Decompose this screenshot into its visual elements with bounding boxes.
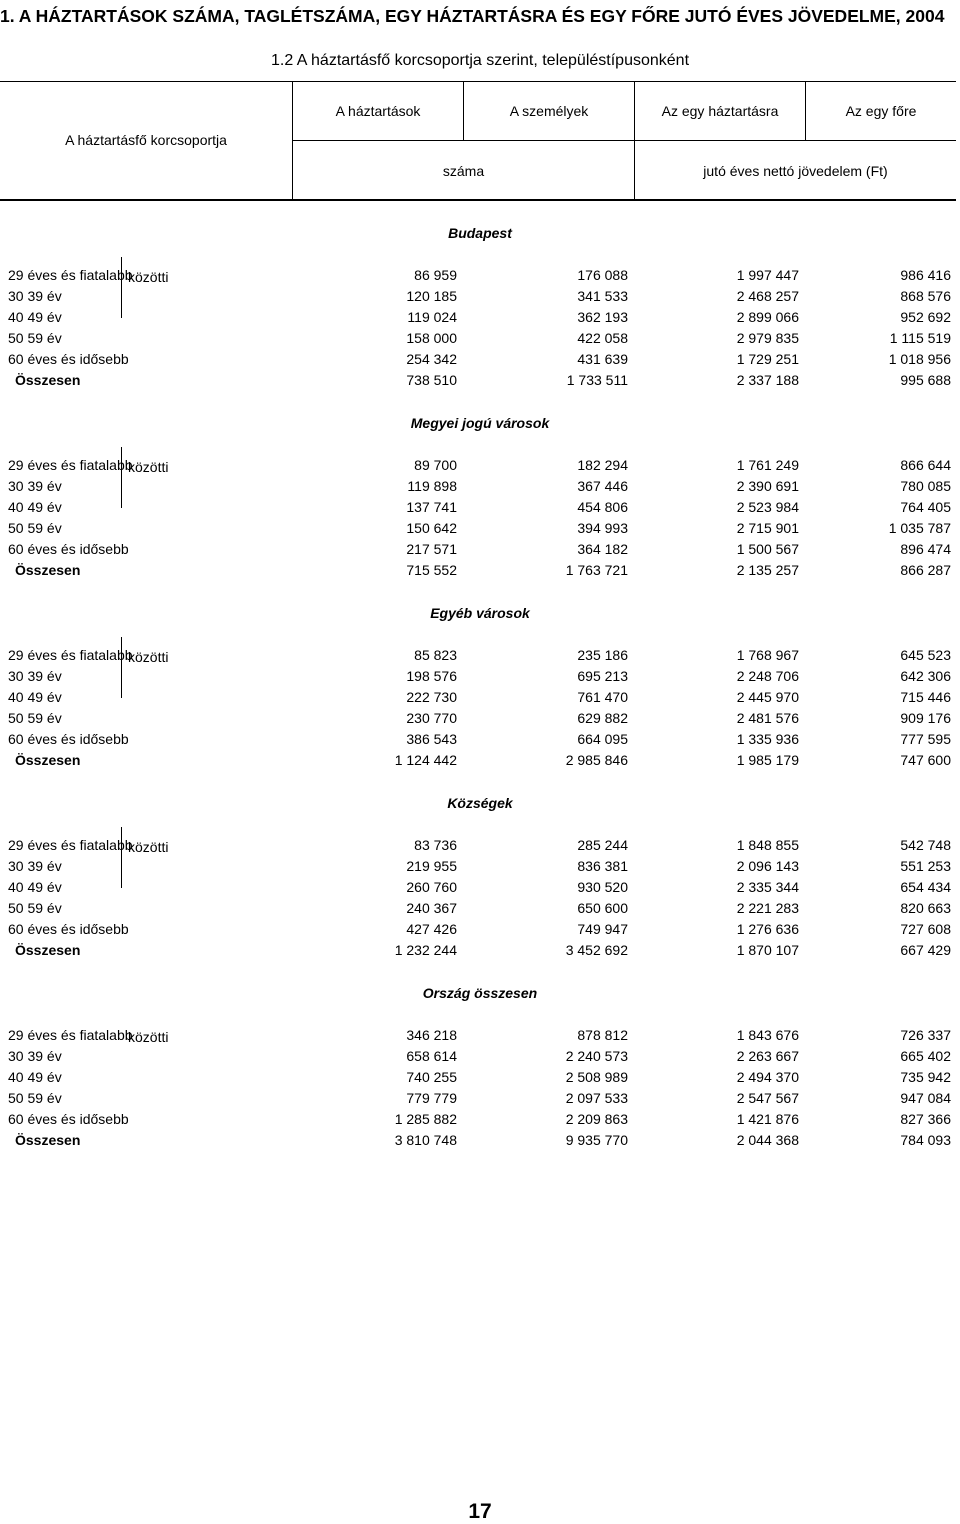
row-label: 29 éves és fiatalabb <box>8 1027 133 1043</box>
cell-income-per-household: 2 468 257 <box>736 288 799 304</box>
between-label: közötti <box>128 269 169 285</box>
cell-households: 3 810 748 <box>394 1132 457 1148</box>
cell-persons: 454 806 <box>577 499 628 515</box>
row-label: 50 59 év <box>8 330 62 346</box>
table-row <box>0 1109 960 1130</box>
table-row <box>0 1067 960 1088</box>
cell-income-per-household: 2 715 901 <box>736 520 799 536</box>
cell-households: 86 959 <box>414 267 457 283</box>
cell-income-per-capita: 952 692 <box>900 309 951 325</box>
section-title: Budapest <box>448 225 512 241</box>
row-label: 30 39 év <box>8 1048 62 1064</box>
cell-income-per-household: 2 523 984 <box>736 499 799 515</box>
cell-income-per-capita: 715 446 <box>900 689 951 705</box>
cell-households: 738 510 <box>406 372 457 388</box>
row-label: 50 59 év <box>8 900 62 916</box>
cell-persons: 836 381 <box>577 858 628 874</box>
row-label: Összesen <box>15 752 81 768</box>
cell-persons: 749 947 <box>577 921 628 937</box>
row-label: 60 éves és idősebb <box>8 351 129 367</box>
row-label: 40 49 év <box>8 689 62 705</box>
cell-income-per-capita: 896 474 <box>900 541 951 557</box>
cell-income-per-household: 1 335 936 <box>736 731 799 747</box>
cell-households: 346 218 <box>406 1027 457 1043</box>
section-title: Megyei jogú városok <box>410 415 550 431</box>
cell-persons: 664 095 <box>577 731 628 747</box>
cell-persons: 341 533 <box>577 288 628 304</box>
total-row <box>0 560 960 581</box>
row-label: 60 éves és idősebb <box>8 731 129 747</box>
row-label: 30 39 év <box>8 288 62 304</box>
cell-persons: 2 209 863 <box>565 1111 628 1127</box>
cell-persons: 3 452 692 <box>565 942 628 958</box>
cell-income-per-household: 2 445 970 <box>736 689 799 705</box>
header-top-rule <box>0 81 956 82</box>
cell-income-per-capita: 665 402 <box>900 1048 951 1064</box>
cell-income-per-household: 1 985 179 <box>736 752 799 768</box>
header-divider-3 <box>634 81 635 200</box>
cell-persons: 2 240 573 <box>565 1048 628 1064</box>
cell-households: 386 543 <box>406 731 457 747</box>
cell-income-per-capita: 784 093 <box>900 1132 951 1148</box>
cell-income-per-household: 2 221 283 <box>736 900 799 916</box>
cell-income-per-household: 2 096 143 <box>736 858 799 874</box>
header-group-income: jutó éves nettó jövedelem (Ft) <box>703 163 888 179</box>
cell-income-per-capita: 642 306 <box>900 668 951 684</box>
table-row <box>0 349 960 370</box>
cell-income-per-capita: 645 523 <box>900 647 951 663</box>
table-row <box>0 286 960 307</box>
table-row <box>0 518 960 539</box>
cell-income-per-capita: 727 608 <box>900 921 951 937</box>
cell-households: 1 124 442 <box>394 752 457 768</box>
row-label: Összesen <box>15 372 81 388</box>
cell-persons: 235 186 <box>577 647 628 663</box>
cell-income-per-household: 2 335 344 <box>736 879 799 895</box>
row-label: 30 39 év <box>8 858 62 874</box>
cell-income-per-household: 2 044 368 <box>736 1132 799 1148</box>
section-title: Községek <box>447 795 513 811</box>
between-label: közötti <box>128 1029 169 1045</box>
cell-income-per-household: 1 729 251 <box>736 351 799 367</box>
cell-persons: 431 639 <box>577 351 628 367</box>
cell-income-per-capita: 542 748 <box>900 837 951 853</box>
cell-income-per-household: 2 135 257 <box>736 562 799 578</box>
table-row <box>0 729 960 750</box>
cell-persons: 394 993 <box>577 520 628 536</box>
table-row <box>0 328 960 349</box>
table-row <box>0 708 960 729</box>
cell-income-per-household: 2 248 706 <box>736 668 799 684</box>
cell-households: 89 700 <box>414 457 457 473</box>
cell-households: 779 779 <box>406 1090 457 1106</box>
cell-income-per-capita: 909 176 <box>900 710 951 726</box>
row-label: 60 éves és idősebb <box>8 1111 129 1127</box>
cell-households: 150 642 <box>406 520 457 536</box>
cell-households: 219 955 <box>406 858 457 874</box>
between-label: közötti <box>128 459 169 475</box>
table-row <box>0 1025 960 1046</box>
cell-households: 1 232 244 <box>394 942 457 958</box>
page-title: 1. A HÁZTARTÁSOK SZÁMA, TAGLÉTSZÁMA, EGY HÁZTARTÁSRA ÉS EGY FŐRE JUTÓ ÉVES JÖVEDELME, 2004 <box>0 6 945 26</box>
cell-persons: 2 097 533 <box>565 1090 628 1106</box>
cell-income-per-household: 2 979 835 <box>736 330 799 346</box>
cell-households: 217 571 <box>406 541 457 557</box>
cell-income-per-capita: 868 576 <box>900 288 951 304</box>
cell-income-per-household: 2 263 667 <box>736 1048 799 1064</box>
row-label: Összesen <box>15 1132 81 1148</box>
row-label: 30 39 év <box>8 478 62 494</box>
cell-persons: 9 935 770 <box>565 1132 628 1148</box>
table-row <box>0 497 960 518</box>
header-divider-1 <box>292 81 293 200</box>
section-title: Egyéb városok <box>430 605 530 621</box>
header-col-per-capita: Az egy főre <box>845 103 917 119</box>
cell-persons: 1 763 721 <box>565 562 628 578</box>
section-title: Ország összesen <box>422 985 538 1001</box>
cell-persons: 362 193 <box>577 309 628 325</box>
cell-persons: 930 520 <box>577 879 628 895</box>
cell-persons: 2 985 846 <box>565 752 628 768</box>
cell-income-per-household: 2 494 370 <box>736 1069 799 1085</box>
cell-income-per-household: 1 276 636 <box>736 921 799 937</box>
cell-income-per-capita: 551 253 <box>900 858 951 874</box>
cell-persons: 1 733 511 <box>566 372 628 388</box>
row-label: 40 49 év <box>8 1069 62 1085</box>
cell-income-per-capita: 667 429 <box>900 942 951 958</box>
cell-income-per-capita: 1 035 787 <box>888 520 951 536</box>
cell-income-per-household: 1 761 249 <box>736 457 799 473</box>
cell-persons: 422 058 <box>577 330 628 346</box>
cell-income-per-capita: 726 337 <box>900 1027 951 1043</box>
cell-income-per-capita: 947 084 <box>900 1090 951 1106</box>
cell-persons: 2 508 989 <box>565 1069 628 1085</box>
between-label: közötti <box>128 839 169 855</box>
total-row <box>0 370 960 391</box>
table-row <box>0 539 960 560</box>
cell-households: 740 255 <box>406 1069 457 1085</box>
cell-households: 715 552 <box>406 562 457 578</box>
cell-income-per-capita: 866 287 <box>900 562 951 578</box>
cell-households: 119 898 <box>407 478 457 494</box>
table-subtitle: 1.2 A háztartásfő korcsoportja szerint, településtípusonként <box>270 52 690 69</box>
cell-income-per-household: 2 337 188 <box>736 372 799 388</box>
row-label: 50 59 év <box>8 710 62 726</box>
cell-income-per-capita: 827 366 <box>900 1111 951 1127</box>
cell-income-per-household: 2 899 066 <box>736 309 799 325</box>
cell-income-per-capita: 735 942 <box>900 1069 951 1085</box>
row-label: Összesen <box>15 942 81 958</box>
cell-income-per-capita: 866 644 <box>900 457 951 473</box>
header-group-count: száma <box>442 163 485 179</box>
cell-income-per-household: 1 848 855 <box>736 837 799 853</box>
cell-households: 198 576 <box>406 668 457 684</box>
table-row <box>0 919 960 940</box>
cell-income-per-capita: 747 600 <box>900 752 951 768</box>
cell-households: 137 741 <box>406 499 457 515</box>
table-row <box>0 898 960 919</box>
row-label: 40 49 év <box>8 499 62 515</box>
cell-persons: 695 213 <box>577 668 628 684</box>
row-label: 40 49 év <box>8 309 62 325</box>
cell-households: 158 000 <box>406 330 457 346</box>
cell-persons: 629 882 <box>577 710 628 726</box>
table-row <box>0 1088 960 1109</box>
row-label: 29 éves és fiatalabb <box>8 267 133 283</box>
cell-income-per-capita: 995 688 <box>900 372 951 388</box>
row-label: 29 éves és fiatalabb <box>8 837 133 853</box>
header-col-per-household: Az egy háztartásra <box>661 103 779 119</box>
cell-persons: 182 294 <box>577 457 628 473</box>
cell-income-per-capita: 820 663 <box>900 900 951 916</box>
cell-households: 230 770 <box>406 710 457 726</box>
cell-income-per-capita: 986 416 <box>900 267 951 283</box>
table-row <box>0 265 960 286</box>
cell-households: 1 285 882 <box>394 1111 457 1127</box>
cell-persons: 878 812 <box>577 1027 628 1043</box>
cell-persons: 367 446 <box>577 478 628 494</box>
cell-persons: 650 600 <box>577 900 628 916</box>
cell-households: 85 823 <box>414 647 457 663</box>
header-row-label: A háztartásfő korcsoportja <box>65 132 227 148</box>
row-label: 50 59 év <box>8 1090 62 1106</box>
row-label: 50 59 év <box>8 520 62 536</box>
row-label: 40 49 év <box>8 879 62 895</box>
between-label: közötti <box>128 649 169 665</box>
table-row <box>0 687 960 708</box>
cell-income-per-household: 1 421 876 <box>736 1111 799 1127</box>
cell-income-per-capita: 764 405 <box>900 499 951 515</box>
cell-households: 658 614 <box>406 1048 457 1064</box>
cell-income-per-household: 1 500 567 <box>736 541 799 557</box>
cell-income-per-capita: 1 115 519 <box>889 330 951 346</box>
cell-income-per-household: 2 547 567 <box>736 1090 799 1106</box>
cell-income-per-household: 1 768 967 <box>736 647 799 663</box>
cell-households: 240 367 <box>406 900 457 916</box>
cell-income-per-capita: 654 434 <box>900 879 951 895</box>
cell-households: 120 185 <box>406 288 457 304</box>
row-label: 60 éves és idősebb <box>8 541 129 557</box>
row-label: 29 éves és fiatalabb <box>8 647 133 663</box>
cell-persons: 761 470 <box>577 689 628 705</box>
row-label: 29 éves és fiatalabb <box>8 457 133 473</box>
total-row <box>0 750 960 771</box>
cell-income-per-household: 2 481 576 <box>736 710 799 726</box>
cell-income-per-household: 1 997 447 <box>736 267 799 283</box>
table-row <box>0 666 960 687</box>
cell-income-per-capita: 1 018 956 <box>888 351 951 367</box>
cell-households: 260 760 <box>406 879 457 895</box>
table-row <box>0 877 960 898</box>
table-row <box>0 645 960 666</box>
total-row <box>0 940 960 961</box>
page-number: 17 <box>468 1500 492 1523</box>
cell-persons: 285 244 <box>577 837 628 853</box>
row-label: Összesen <box>15 562 81 578</box>
cell-households: 83 736 <box>414 837 457 853</box>
header-bottom-rule <box>0 199 956 201</box>
cell-persons: 364 182 <box>577 541 628 557</box>
header-col-persons: A személyek <box>509 103 589 119</box>
table-row <box>0 476 960 497</box>
cell-income-per-capita: 777 595 <box>900 731 951 747</box>
cell-households: 119 024 <box>407 309 457 325</box>
table-row <box>0 835 960 856</box>
table-row <box>0 856 960 877</box>
cell-income-per-household: 2 390 691 <box>736 478 799 494</box>
row-label: 60 éves és idősebb <box>8 921 129 937</box>
header-col-households: A háztartások <box>335 103 421 119</box>
cell-households: 222 730 <box>406 689 457 705</box>
total-row <box>0 1130 960 1151</box>
cell-persons: 176 088 <box>577 267 628 283</box>
table-row <box>0 307 960 328</box>
table-row <box>0 1046 960 1067</box>
cell-households: 427 426 <box>406 921 457 937</box>
header-mid-rule <box>293 140 956 141</box>
cell-income-per-capita: 780 085 <box>900 478 951 494</box>
cell-households: 254 342 <box>406 351 457 367</box>
row-label: 30 39 év <box>8 668 62 684</box>
cell-income-per-household: 1 870 107 <box>736 942 799 958</box>
table-row <box>0 455 960 476</box>
cell-income-per-household: 1 843 676 <box>736 1027 799 1043</box>
